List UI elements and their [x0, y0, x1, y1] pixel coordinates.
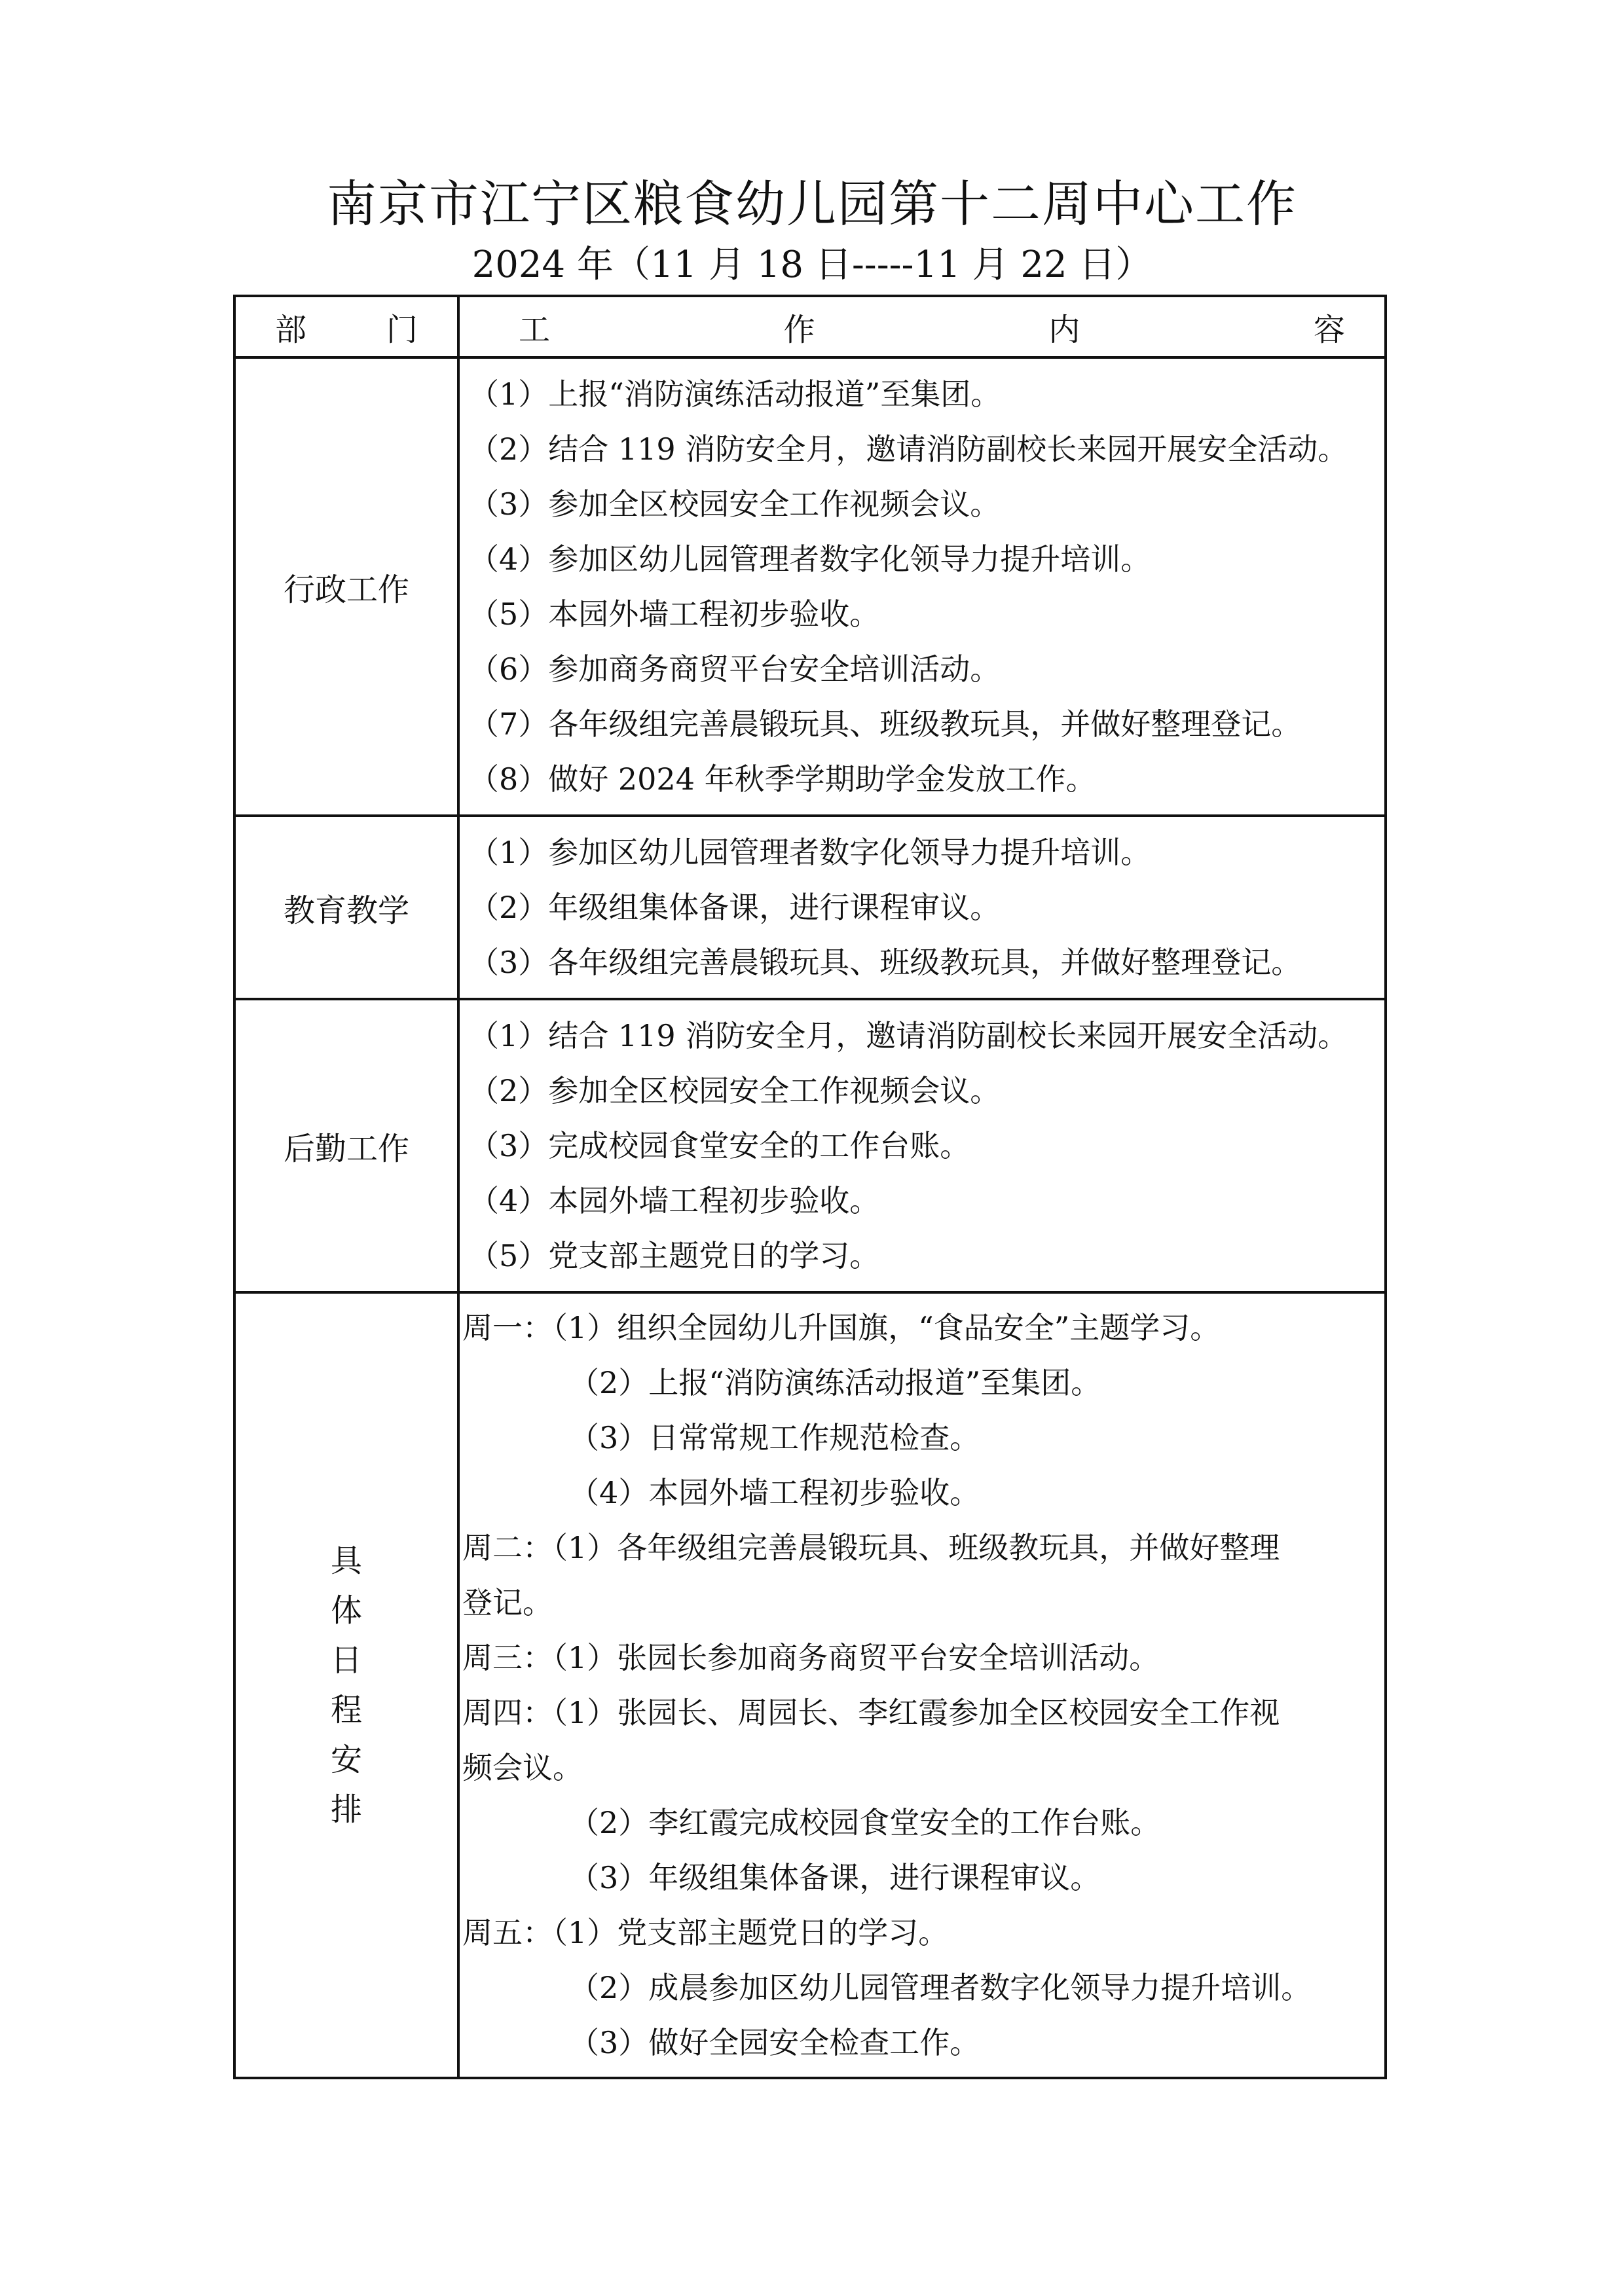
table-header-row — [234, 296, 1386, 357]
list-item: （2）年级组集体备课，进行课程审议。 — [469, 890, 1001, 925]
list-item: （1）上报“消防演练活动报道”至集团。 — [469, 376, 1001, 412]
schedule-line: 周一：（1）组织全园幼儿升国旗，“食品安全”主题学习。 — [462, 1310, 1221, 1345]
schedule-line: 频会议。 — [462, 1750, 583, 1785]
header-dept-char: 门 — [386, 311, 418, 348]
list-item: （1）参加区幼儿园管理者数字化领导力提升培训。 — [469, 835, 1151, 870]
content-cell-logistics — [458, 999, 1386, 1292]
schedule-dept-char: 具 — [330, 1542, 362, 1579]
list-item: （3）各年级组完善晨锻玩具、班级教玩具，并做好整理登记。 — [469, 945, 1302, 980]
dept-cell-admin: 行政工作 — [234, 357, 458, 816]
list-item: （5）本园外墙工程初步验收。 — [469, 596, 880, 632]
header-content-char: 工 — [519, 311, 551, 348]
section-row-schedule — [234, 1292, 1386, 2078]
list-item: （2）参加全区校园安全工作视频会议。 — [469, 1073, 1001, 1108]
list-item: （6）参加商务商贸平台安全培训活动。 — [469, 651, 1001, 687]
list-item: （2）结合 119 消防安全月，邀请消防副校长来园开展安全活动。 — [469, 431, 1348, 467]
content-cell-education — [458, 816, 1386, 999]
list-item: （8）做好 2024 年秋季学期助学金发放工作。 — [469, 761, 1096, 797]
schedule-line: 登记。 — [462, 1585, 553, 1620]
schedule-dept-char: 安 — [330, 1741, 362, 1778]
dept-cell-logistics: 后勤工作 — [234, 999, 458, 1292]
schedule-dept-char: 程 — [330, 1692, 362, 1728]
list-item: （1）结合 119 消防安全月，邀请消防副校长来园开展安全活动。 — [469, 1018, 1348, 1053]
list-item: （3）完成校园食堂安全的工作台账。 — [469, 1128, 970, 1163]
section-row-admin — [234, 357, 1386, 816]
document-subtitle-date-range: 2024 年（11 月 18 日-----11 月 22 日） — [471, 244, 1153, 286]
dept-cell-education: 教育教学 — [234, 816, 458, 999]
list-item: （4）参加区幼儿园管理者数字化领导力提升培训。 — [469, 541, 1151, 577]
schedule-line: （2）李红霞完成校园食堂安全的工作台账。 — [569, 1805, 1161, 1840]
list-item: （7）各年级组完善晨锻玩具、班级教玩具，并做好整理登记。 — [469, 706, 1302, 742]
schedule-line: 周五：（1）党支部主题党日的学习。 — [462, 1915, 949, 1950]
header-dept-cell — [234, 296, 458, 357]
header-content-char: 容 — [1313, 311, 1345, 348]
content-cell-admin — [458, 357, 1386, 816]
list-item: （3）参加全区校园安全工作视频会议。 — [469, 486, 1001, 522]
header-content-char: 作 — [783, 311, 815, 348]
schedule-line: 周四：（1）张园长、周园长、李红霞参加全区校园安全工作视 — [462, 1695, 1280, 1730]
schedule-line: （3）日常常规工作规范检查。 — [569, 1420, 980, 1455]
schedule-line: （3）年级组集体备课，进行课程审议。 — [569, 1860, 1101, 1895]
list-item: （5）党支部主题党日的学习。 — [469, 1238, 880, 1273]
header-dept-char: 部 — [275, 311, 307, 348]
section-row-education — [234, 816, 1386, 999]
header-content-cell — [458, 296, 1386, 357]
schedule-line: （2）上报“消防演练活动报道”至集团。 — [569, 1365, 1101, 1400]
schedule-line: （3）做好全园安全检查工作。 — [569, 2025, 980, 2060]
schedule-dept-char: 日 — [330, 1642, 362, 1679]
section-row-logistics — [234, 999, 1386, 1292]
schedule-line: 周二：（1）各年级组完善晨锻玩具、班级教玩具，并做好整理 — [462, 1530, 1280, 1565]
work-plan-table — [233, 295, 1387, 2079]
schedule-dept-char: 体 — [330, 1592, 362, 1629]
schedule-dept-char: 排 — [330, 1791, 362, 1828]
schedule-line: 周三：（1）张园长参加商务商贸平台安全培训活动。 — [462, 1640, 1160, 1675]
content-cell-schedule — [458, 1292, 1386, 2078]
schedule-line: （2）成晨参加区幼儿园管理者数字化领导力提升培训。 — [569, 1970, 1312, 2005]
header-content-char: 内 — [1048, 311, 1080, 348]
document-title: 南京市江宁区粮食幼儿园第十二周中心工作 — [327, 175, 1297, 233]
schedule-line: （4）本园外墙工程初步验收。 — [569, 1475, 980, 1510]
dept-cell-schedule — [234, 1292, 458, 2078]
list-item: （4）本园外墙工程初步验收。 — [469, 1183, 880, 1218]
